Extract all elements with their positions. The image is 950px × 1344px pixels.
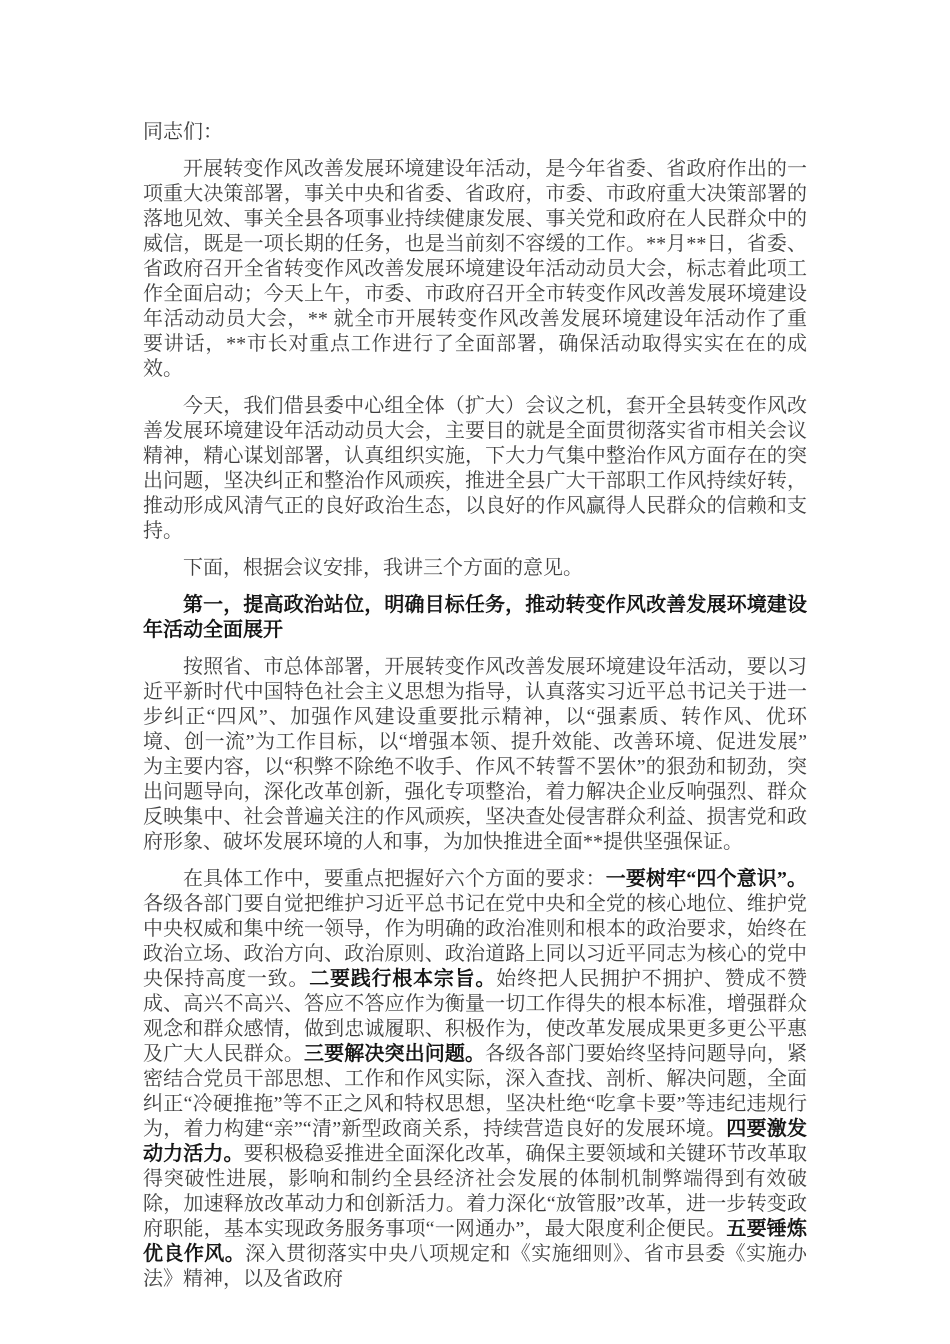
bold-run: 第一，提高政治站位，明确目标任务，推动转变作风改善发展环境建设年活动全面展开 <box>143 594 807 641</box>
text-run: 今天，我们借县委中心组全体（扩大）会议之机，套开全县转变作风改善发展环境建设年活动动员大会，主要目的就是全面贯彻落实省市相关会议精神，精心谋划部署，认真组织实施，下大力气集中整治作风方面存在的突出问题，坚决纠正和整治作风顽疾，推进全县广大干部职工作风持续好转，推动形成风清气正的良好政治生态，以良好的作风赢得人民群众的信赖和支持。 <box>143 395 807 542</box>
bold-run: 三要解决突出问题。 <box>304 1043 486 1065</box>
paragraph <box>143 394 807 544</box>
text-run: 在具体工作中，要重点把握好六个方面的要求： <box>183 868 606 890</box>
bold-run: 五要锤炼优良作风。 <box>143 1218 807 1265</box>
text-run: 要积极稳妥推进全面深化改革，确保主要领域和关键环节改革取得突破性进展，影响和制约全县经济社会发展的体制机制弊端得到有效破除，加速释放改革动力和创新活力。着力深化“放管服”改革，进一步转变政府职能，基本实现政务服务事项“一网通办”，最大限度利企便民。 <box>143 1143 807 1240</box>
text-run: 下面，根据会议安排，我讲三个方面的意见。 <box>183 557 583 579</box>
bold-run: 一要树牢“四个意识”。 <box>605 868 808 890</box>
text-run: 开展转变作风改善发展环境建设年活动，是今年省委、省政府作出的一项重大决策部署，事关中央和省委、省政府，市委、市政府重大决策部署的落地见效、事关全县各项事业持续健康发展、事关党和政府在人民群众中的威信，既是一项长期的任务，也是当前刻不容缓的工作。**月**日，省委、省政府召开全省转变作风改善发展环境建设年活动动员大会，标志着此项工作全面启动；今天上午，市委、市政府召开全市转变作风改善发展环境建设年活动动员大会，** 就全市开展转变作风改善发展环境建设年活动作了重要讲话，**市长对重点工作进行了全面部署，确保活动取得实实在在的成效。 <box>143 158 807 380</box>
bold-run: 二要践行根本宗旨。 <box>309 968 497 990</box>
bold-run: 四要激发动力活力。 <box>143 1118 808 1165</box>
salutation: 同志们： <box>143 121 223 143</box>
text-run: 各级各部门要自觉把维护习近平总书记在党中央和全党的核心地位、维护党中央权威和集中统一领导，作为明确的政治准则和根本的政治要求，始终在政治立场、政治方向、政治原则、政治道路上同以习近平同志为核心的党中央保持高度一致。 <box>143 893 807 990</box>
section-heading <box>143 593 807 643</box>
document-body <box>143 157 807 1292</box>
paragraph <box>143 556 807 581</box>
text-run: 始终把人民拥护不拥护、赞成不赞成、高兴不高兴、答应不答应作为衡量一切工作得失的根本标准，增强群众观念和群众感情，做到忠诚履职、积极作为，使改革发展成果更多更公平惠及广大人民群众。 <box>143 968 808 1065</box>
paragraph <box>143 867 807 1292</box>
paragraph <box>143 157 807 382</box>
text-run: 各级各部门要始终坚持问题导向，紧密结合党员干部思想、工作和作风实际，深入查找、剖析、解决问题，全面纠正“冷硬推拖”等不正之风和特权思想，坚决杜绝“吃拿卡要”等违纪违规行为，着力构建“亲”“清”新型政商关系，持续营造良好的发展环境。 <box>143 1043 807 1140</box>
text-run: 按照省、市总体部署，开展转变作风改善发展环境建设年活动，要以习近平新时代中国特色社会主义思想为指导，认真落实习近平总书记关于进一步纠正“四风”、加强作风建设重要批示精神，以“强素质、转作风、优环境、创一流”为工作目标，以“增强本领、提升效能、改善环境、促进发展”为主要内容，以“积弊不除绝不收手、作风不转誓不罢休”的狠劲和韧劲，突出问题导向，深化改革创新，强化专项整治，着力解决企业反响强烈、群众反映集中、社会普遍关注的作风顽疾，坚决查处侵害群众利益、损害党和政府形象、破坏发展环境的人和事，为加快推进全面**提供坚强保证。 <box>143 656 807 853</box>
text-run: 深入贯彻落实中央八项规定和《实施细则》、省市县委《实施办法》精神，以及省政府 <box>143 1243 807 1290</box>
paragraph <box>143 655 807 855</box>
